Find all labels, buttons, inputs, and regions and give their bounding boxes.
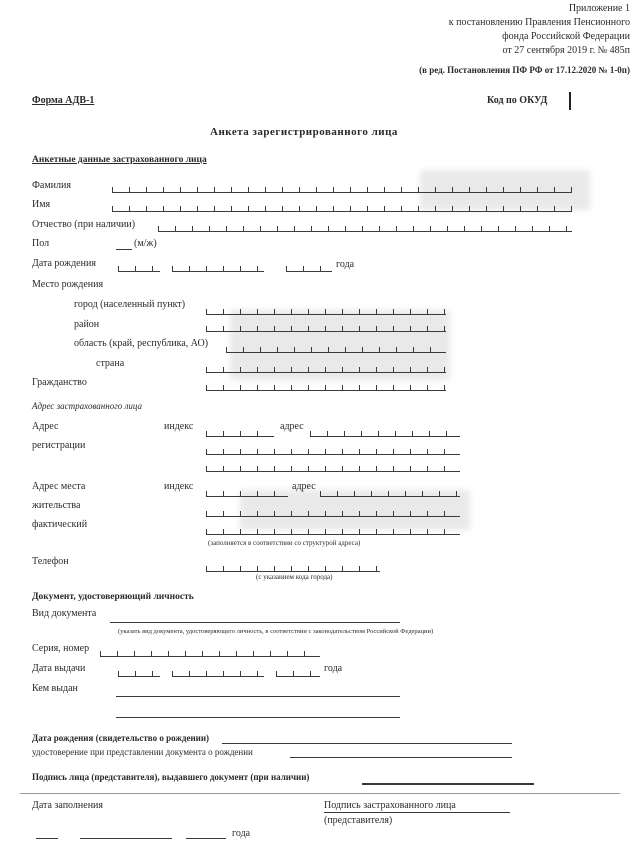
issued-by-field-2[interactable] [116,717,400,718]
live-addr-label: адрес [292,481,316,492]
patronymic-field[interactable] [158,225,572,232]
country-label: страна [96,358,125,369]
representative-field[interactable] [290,757,512,758]
issue-month-field[interactable] [172,670,264,677]
series-label: Серия, номер [32,643,90,654]
live-address-label-1: Адрес места [32,481,86,492]
reg-index-label: индекс [164,421,194,432]
citizenship-field[interactable] [206,384,446,391]
doc-type-field[interactable] [110,622,400,623]
surname-field[interactable] [112,186,572,193]
signature-line-label: Подпись лица (представителя), выдавшего документ (при наличии) [32,772,310,782]
sex-label: Пол [32,238,50,249]
header-line-2: к постановлению Правления Пенсионного [448,17,630,28]
sex-hint: (м/ж) [134,238,157,249]
sex-field[interactable] [116,249,132,250]
header-line-4: от 27 сентября 2019 г. № 485п [502,45,630,56]
live-address-label-2: жительства [32,500,81,511]
issued-by-field-1[interactable] [116,696,400,697]
reg-addr-label: адрес [280,421,304,432]
phone-hint: (с указанием кода города) [256,573,333,581]
okud-label: Код по ОКУД [487,95,548,106]
birth-place-label: Место рождения [32,279,104,290]
birth-cert-label: Дата рождения (свидетельство о рождении) [32,733,210,743]
phone-label: Телефон [32,556,69,567]
patronymic-label: Отчество (при наличии) [32,219,136,230]
reg-index-field[interactable] [206,430,274,437]
section-personal: Анкетные данные застрахованного лица [32,155,207,165]
fill-month-field[interactable] [80,838,172,839]
live-index-label: индекс [164,481,194,492]
addr-hint: (заполняется в соответствии со структурой адреса) [208,539,361,547]
region-field[interactable] [226,346,446,353]
reg-addr-field-1[interactable] [310,430,460,437]
section-document: Документ, удостоверяющий личность [32,592,194,602]
doc-type-hint: (указать вид документа, удостоверяющего личность, в соответствии с законодательством Российской Федерации) [118,628,434,635]
district-label: район [74,319,100,330]
district-field[interactable] [206,325,446,332]
header-line-5: (в ред. Постановления ПФ РФ от 17.12.2020 № 1-0п) [419,65,630,75]
section-address: Адрес застрахованного лица [32,401,143,411]
reg-address-label-2: регистрации [32,440,86,451]
signature-line-field[interactable] [362,783,534,785]
fill-date-label: Дата заполнения [32,800,103,811]
surname-label: Фамилия [32,180,71,191]
live-addr-field-2[interactable] [206,510,460,517]
issue-day-field[interactable] [118,670,160,677]
reg-address-label-1: Адрес [32,421,59,432]
name-field[interactable] [112,205,572,212]
reg-addr-field-3[interactable] [206,465,460,472]
signature-label: Подпись застрахованного лица [324,800,456,811]
header-line-1: Приложение 1 [568,3,630,14]
footer-divider [20,793,620,794]
fill-year-suffix: года [232,828,251,839]
okud-box [569,92,571,110]
series-field[interactable] [100,650,320,657]
issued-by-label: Кем выдан [32,683,78,694]
phone-field[interactable] [206,565,380,572]
birth-month-field[interactable] [172,265,264,272]
country-field[interactable] [206,366,446,373]
birth-date-label: Дата рождения [32,258,96,269]
doc-type-label: Вид документа [32,608,97,619]
city-label: город (населенный пункт) [74,299,186,310]
birth-cert-field[interactable] [222,743,512,744]
representative-note: удостоверение при представлении документа о рождении [32,747,253,757]
page-title: Анкета зарегистрированного лица [210,126,398,138]
fill-year-field[interactable] [186,838,226,839]
issue-year-suffix: года [324,663,343,674]
birth-day-field[interactable] [118,265,160,272]
citizenship-label: Гражданство [32,377,87,388]
representative-label: (представителя) [324,815,393,826]
birth-year-suffix: года [336,259,355,270]
form-code: Форма АДВ-1 [32,95,95,106]
region-label: область (край, республика, АО) [74,338,209,349]
live-addr-field-3[interactable] [206,528,460,535]
live-address-label-3: фактический [32,519,88,530]
reg-addr-field-2[interactable] [206,448,460,455]
fill-day-field[interactable] [36,838,58,839]
signature-field[interactable] [324,812,510,813]
name-label: Имя [32,199,51,210]
header-line-3: фонда Российской Федерации [502,31,630,42]
issue-year-field[interactable] [276,670,320,677]
issue-date-label: Дата выдачи [32,663,86,674]
birth-year-field[interactable] [286,265,332,272]
live-addr-field-1[interactable] [320,490,460,497]
live-index-field[interactable] [206,490,288,497]
city-field[interactable] [206,308,446,315]
